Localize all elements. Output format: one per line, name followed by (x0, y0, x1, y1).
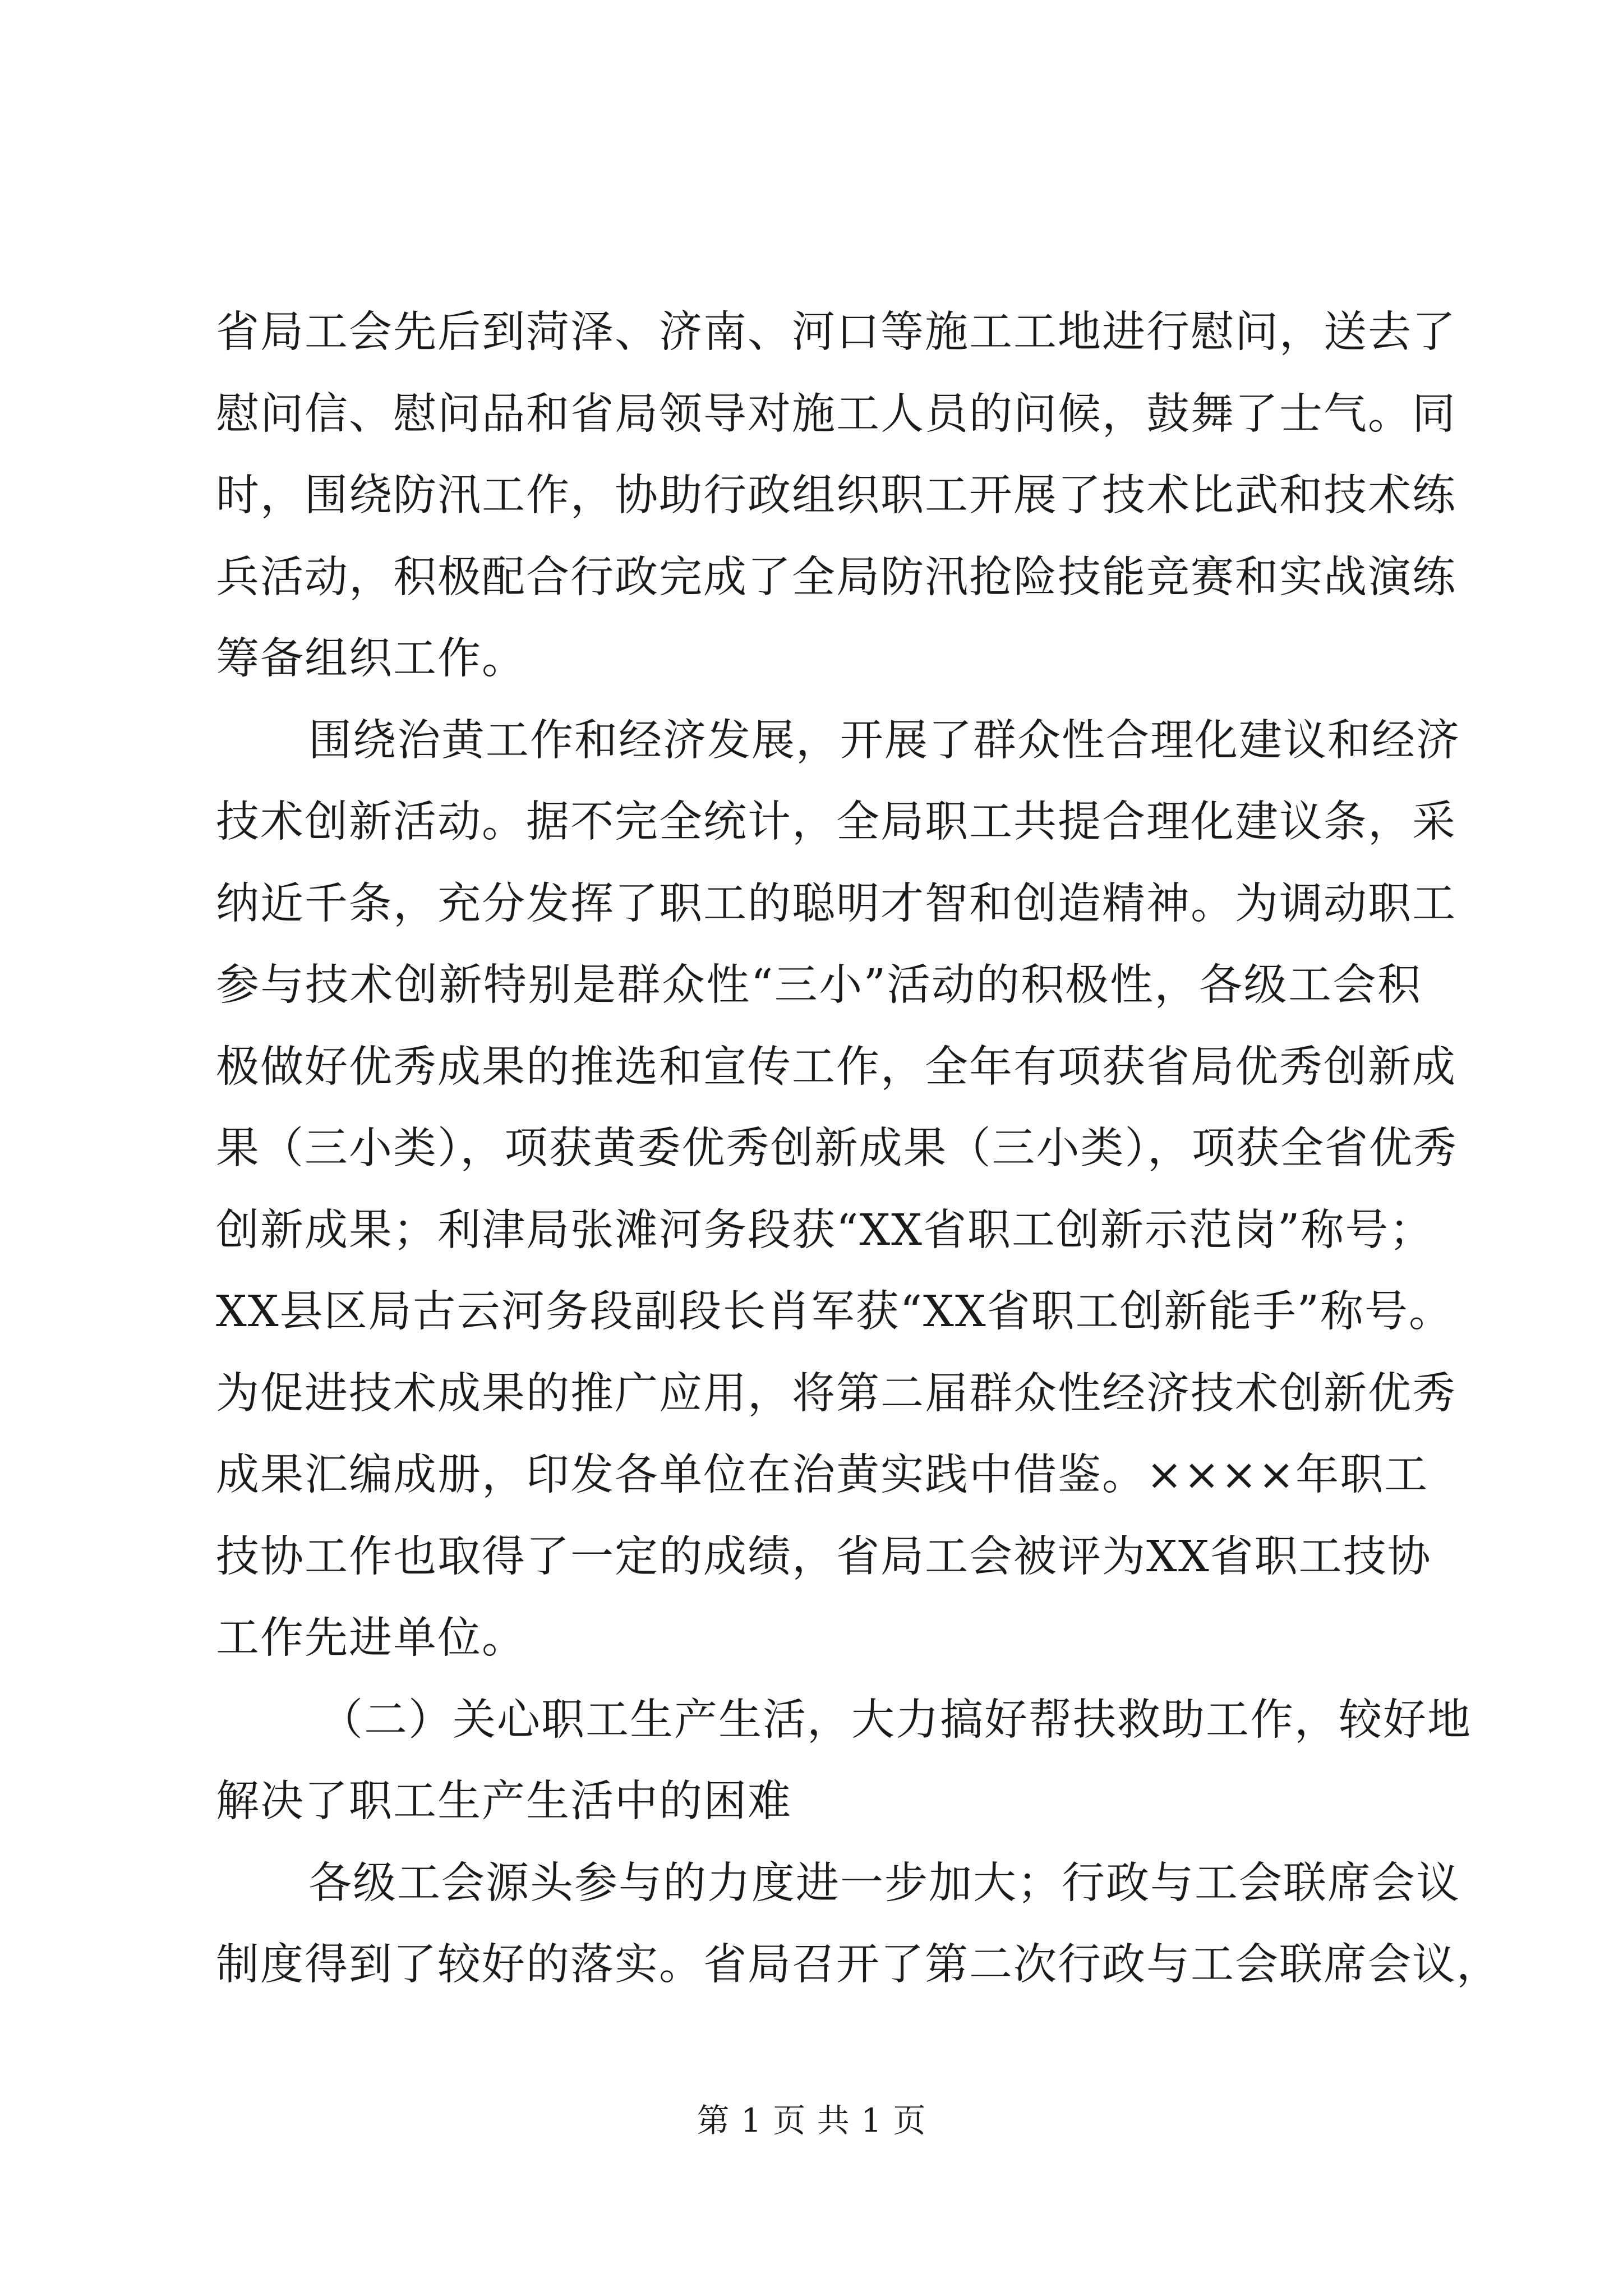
page-number-footer: 第 1 页 共 1 页 (697, 2101, 926, 2139)
text-line: 技协工作也取得了一定的成绩，省局工会被评为XX省职工技协 (216, 1531, 1432, 1582)
text-line: 成果汇编成册，印发各单位在治黄实践中借鉴。××××年职工 (216, 1450, 1429, 1500)
text-line: 工作先进单位。 (216, 1613, 526, 1663)
text-line: 纳近千条，充分发挥了职工的聪明才智和创造精神。为调动职工 (216, 878, 1456, 929)
text-line: 省局工会先后到菏泽、济南、河口等施工工地进行慰问，送去了 (216, 307, 1456, 357)
text-line: 参与技术创新特别是群众性“三小”活动的积极性，各级工会积 (216, 960, 1422, 1010)
document-body (216, 292, 1501, 2006)
text-line: 技术创新活动。据不完全统计，全局职工共提合理化建议条，采 (216, 797, 1456, 847)
text-line: 为促进技术成果的推广应用，将第二届群众性经济技术创新优秀 (216, 1368, 1456, 1419)
text-line: 各级工会源头参与的力度进一步加大；行政与工会联席会议 (308, 1858, 1460, 1908)
text-line: 果（三小类），项获黄委优秀创新成果（三小类），项获全省优秀 (216, 1124, 1458, 1174)
section-heading: 解决了职工生产生活中的困难 (216, 1777, 792, 1826)
text-line: 慰问信、慰问品和省局领导对施工人员的问候，鼓舞了士气。同 (216, 389, 1456, 439)
section-heading: （二）关心职工生产生活，大力搞好帮扶救助工作，较好地 (320, 1695, 1472, 1745)
text-line: XX县区局古云河务段副段长肖军获“XX省职工创新能手”称号。 (216, 1287, 1453, 1337)
text-line: 极做好优秀成果的推选和宣传工作，全年有项获省局优秀创新成 (216, 1042, 1456, 1092)
text-line: 兵活动，积极配合行政完成了全局防汛抢险技能竞赛和实战演练 (216, 552, 1456, 602)
text-line: 创新成果；利津局张滩河务段获“XX省职工创新示范岗”称号； (216, 1205, 1434, 1255)
text-line: 围绕治黄工作和经济发展，开展了群众性合理化建议和经济 (308, 715, 1460, 766)
text-line: 筹备组织工作。 (216, 634, 526, 684)
text-line: 时，围绕防汛工作，协助行政组织职工开展了技术比武和技术练 (216, 471, 1456, 521)
text-line: 制度得到了较好的落实。省局召开了第二次行政与工会联席会议， (216, 1940, 1501, 1990)
